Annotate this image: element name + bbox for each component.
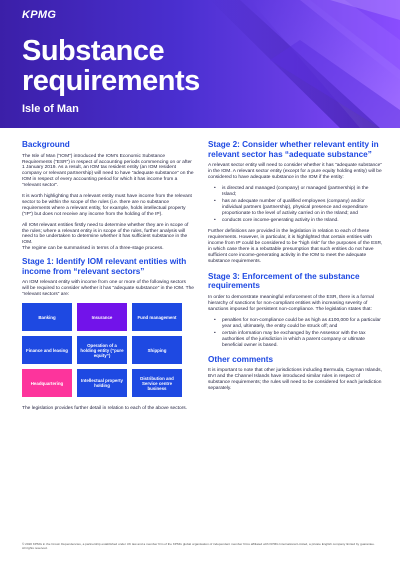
sector-finance-leasing: Finance and leasing xyxy=(22,336,72,364)
sector-ip-holding: Intellectual property holding xyxy=(77,369,127,397)
background-heading: Background xyxy=(22,140,70,149)
left-column xyxy=(22,140,194,417)
stage2-paragraph-1: A relevant sector entity will need to consider whether it has “adequate substance” in the IOM. A relevant sector entity (except for a pure equity holding entity) will be considered to have adequate substance in the IOM if the entity: xyxy=(208,163,382,180)
background-paragraph-2: It is worth highlighting that a relevant entity must have income from the relevant sector to be within the scope of the rules (i.e. there are no substance requirements where a relevant entity, for example, holds intellectual property (“IP”) but does not receive any income from the holding of the IP). xyxy=(22,194,192,217)
stage3-bullet: • certain information may be exchanged by the Assessor with the tax authorities of the jurisdiction in which a parent company or ultimate beneficial owner is based. xyxy=(208,331,383,349)
page-title xyxy=(22,36,200,96)
sector-insurance: Insurance xyxy=(77,303,127,331)
header-banner xyxy=(0,0,400,128)
stage3-heading: Stage 3: Enforcement of the substance requirements xyxy=(208,271,360,291)
sector-headquartering: Headquartering xyxy=(22,369,72,397)
sector-fund-management: Fund management xyxy=(132,303,182,331)
title-line-2: requirements xyxy=(22,65,200,97)
stage3-bullet: • penalties for non-compliance could be as high as £100,000 for a particular year and, ultimately, the entity could be struck off; and xyxy=(208,318,383,330)
stage2-bullet: • conducts core income-generating activity in the Island. xyxy=(208,218,383,224)
sector-banking: Banking xyxy=(22,303,72,331)
kpmg-logo: KPMG xyxy=(22,9,57,21)
title-line-1: Substance xyxy=(22,35,165,67)
sector-shipping: Shipping xyxy=(132,336,182,364)
right-column xyxy=(208,140,383,397)
footer-copyright: © 2020 KPMG in the Crown Dependencies, a partnership established under UK law and a member firm of the KPMG global organisation of independent member firms affiliated with KPMG International Limited, a private English company limited by guarantee. All rights reserved. xyxy=(22,542,375,550)
sector-distribution-service: Distribution and Service centre business xyxy=(132,369,182,397)
stage2-bullet-list xyxy=(208,186,383,224)
stage2-paragraph-2: Further definitions are provided in the legislation in relation to each of these requirements. However, in particular, it is highlighted that certain entities with income from IP could be considered to be “high risk” for the purposes of the ESR, in which case there is a rebuttable presumption that such entities do not have sufficient core income-generating activity in the IOM to meet the adequate substance requirements. xyxy=(208,229,383,264)
other-comments-paragraph: It is important to note that other jurisdictions including Bermuda, Cayman Islands, BVI and the Channel Islands have introduced similar rules in respect of substance requirements; the rules will need to be considered for each jurisdiction separately. xyxy=(208,368,382,392)
stage1-paragraph-2: The legislation provides further detail in relation to each of the above sectors. xyxy=(22,406,188,412)
other-comments-heading: Other comments xyxy=(208,354,274,364)
stage2-bullet: • is directed and managed (company) or managed (partnership) in the Island; xyxy=(208,186,383,198)
background-paragraph-3: All IOM relevant entities firstly need to determine whether they are in scope of the rules; where a relevant entity is in scope of the rules, further analysis will need to be undertaken to determine whether it has sufficient substance in the IOM. xyxy=(22,222,189,246)
sector-holding-entity: Operation of a holding entity (“pure equity”) xyxy=(77,336,127,364)
stage3-bullet-list xyxy=(208,318,383,349)
stage1-paragraph-1: An IOM relevant entity with income from one or more of the following sectors will be required to consider whether it has “adequate substance” in the IOM. The “relevant sectors” are: xyxy=(22,280,194,298)
background-paragraph-4: The regime can be summarised in terms of a three-stage process. xyxy=(22,246,164,252)
background-paragraph-1: The Isle of Man (“IOM”) introduced the IOM’s Economic Substance Requirements (“ESR”) in respect of accounting periods commencing on or after 1 January 2019. As a result, an IOM tax resident entity (an IOM resident company or relevant partnership) will need to have “adequate substance” on the IOM in respect of every accounting period for which it has income from a “relevant sector”. xyxy=(22,153,194,189)
stage1-heading: Stage 1: Identify IOM relevant entities with income from “relevant sectors” xyxy=(22,257,187,276)
relevant-sectors-grid xyxy=(22,303,194,397)
page-subtitle: Isle of Man xyxy=(22,103,79,115)
stage3-paragraph-1: In order to demonstrate meaningful enforcement of the ESR, there is a formal hierarchy of sanctions for non-compliant entities with increasing severity of sanctions imposed for persistent non-compliance. The legislation states that: xyxy=(208,294,374,312)
stage2-bullet: • has an adequate number of qualified employees (company) and/or individual partners (partnership), physical presence and expenditure proportionate to the level of activity carried on in the Island; and xyxy=(208,199,383,217)
stage2-heading: Stage 2: Consider whether relevant entity in relevant sector has “adequate substance” xyxy=(208,140,379,159)
